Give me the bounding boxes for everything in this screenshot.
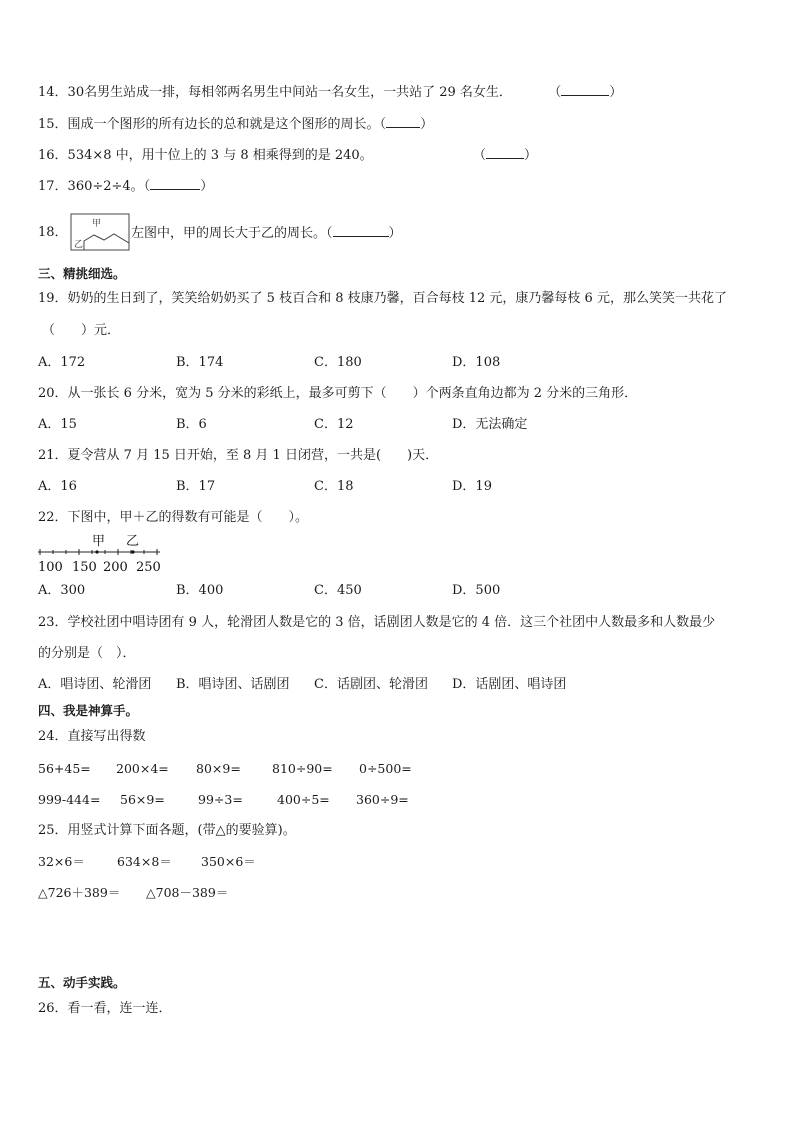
number-line xyxy=(36,531,164,575)
question-number: 14． xyxy=(38,85,68,100)
question-17: 17．360÷2÷4。（ ） xyxy=(38,179,214,194)
question-number: 21． xyxy=(38,448,68,463)
section-title-3: 三、精挑细选。 xyxy=(38,266,126,281)
option-c[interactable]: C．12 xyxy=(314,417,354,432)
mark-b-label: 乙 xyxy=(126,534,140,549)
calc-item: 0÷500= xyxy=(359,761,412,776)
figure-label-a: 甲 xyxy=(92,219,102,229)
question-22 xyxy=(38,509,308,527)
mark-a-label: 甲 xyxy=(92,534,106,549)
calc-item: △726＋389＝ xyxy=(38,885,121,900)
option-d[interactable]: D．话剧团、唱诗团 xyxy=(452,677,567,692)
question-text: 下图中，甲＋乙的得数有可能是（ ）。 xyxy=(67,510,309,525)
question-number: 19． xyxy=(38,291,68,306)
question-20 xyxy=(38,385,637,403)
calc-item: △708－389＝ xyxy=(146,885,229,900)
question-number: 24． xyxy=(38,729,68,744)
question-25 xyxy=(38,822,296,840)
option-a[interactable]: A．15 xyxy=(38,417,77,432)
question-text: 从一张长 6 分米，宽为 5 分米的彩纸上，最多可剪下（ ）个两条直角边都为 2 分米的三角形． xyxy=(67,386,638,401)
option-b[interactable]: B．400 xyxy=(176,583,224,598)
option-d[interactable]: D．无法确定 xyxy=(452,417,528,432)
answer-blank[interactable] xyxy=(561,83,609,96)
calc-item: 999-444= xyxy=(38,792,101,807)
calc-item: 56×9= xyxy=(120,792,165,807)
option-c[interactable]: C．180 xyxy=(314,355,362,370)
tick-label: 250 xyxy=(136,560,161,575)
calc-item: 350×6＝ xyxy=(201,854,256,869)
tick-label: 100 xyxy=(38,560,63,575)
calc-item: 634×8＝ xyxy=(117,854,172,869)
question-number: 23． xyxy=(38,615,68,630)
question-21 xyxy=(38,447,438,465)
option-a[interactable]: A．172 xyxy=(38,355,86,370)
option-a[interactable]: A．300 xyxy=(38,583,86,598)
answer-blank[interactable] xyxy=(333,224,389,237)
question-text: 直接写出得数 xyxy=(67,729,146,744)
answer-blank[interactable] xyxy=(150,177,200,190)
calc-item: 400÷5= xyxy=(277,792,330,807)
calc-item: 810÷90= xyxy=(272,761,333,776)
question-16: 16．534×8 中，用十位上的 3 与 8 相乘得到的是 240。 （ ） xyxy=(38,148,537,163)
question-number: 16． xyxy=(38,148,68,163)
question-text: 围成一个图形的所有边长的总和就是这个图形的周长。 xyxy=(67,117,380,132)
tick-label: 200 xyxy=(103,560,128,575)
perimeter-figure xyxy=(70,213,130,251)
question-19 xyxy=(38,290,727,308)
option-d[interactable]: D．500 xyxy=(452,583,501,598)
option-c[interactable]: C．450 xyxy=(314,583,362,598)
option-b[interactable]: B．唱诗团、话剧团 xyxy=(176,677,290,692)
question-14: 14．30名男生站成一排，每相邻两名男生中间站一名女生，一共站了 29 名女生． （ ） xyxy=(38,85,623,100)
question-23-line2: 的分别是（ ）． xyxy=(38,646,136,661)
option-b[interactable]: B．174 xyxy=(176,355,224,370)
answer-blank[interactable] xyxy=(486,146,524,159)
calc-item: 32×6＝ xyxy=(38,854,85,869)
option-c[interactable]: C．18 xyxy=(314,479,354,494)
question-number: 25． xyxy=(38,823,68,838)
question-number: 22． xyxy=(38,510,68,525)
question-text: 夏令营从 7 月 15 日开始，至 8 月 1 日闭营，一共是( )天． xyxy=(67,448,439,463)
section-title-5: 五、动手实践。 xyxy=(38,975,126,990)
question-text: 左图中，甲的周长大于乙的周长。 xyxy=(131,226,327,241)
question-number: 20． xyxy=(38,386,68,401)
question-26 xyxy=(38,1000,172,1018)
question-18 xyxy=(38,224,68,242)
question-15: 15．围成一个图形的所有边长的总和就是这个图形的周长。（ ） xyxy=(38,117,434,132)
question-text: 360÷2÷4。 xyxy=(67,179,144,194)
question-text: 学校社团中唱诗团有 9 人，轮滑团人数是它的 3 倍，话剧团人数是它的 4 倍．这三个社团中人数最多和人数最少 xyxy=(67,615,716,630)
point-b xyxy=(131,550,134,553)
question-23 xyxy=(38,614,715,632)
answer-blank[interactable] xyxy=(386,115,420,128)
calc-item: 99÷3= xyxy=(198,792,243,807)
question-24 xyxy=(38,728,146,746)
question-text: 看一看，连一连． xyxy=(67,1001,172,1016)
question-text: 534×8 中，用十位上的 3 与 8 相乘得到的是 240。 xyxy=(67,148,373,163)
question-text: 奶奶的生日到了，笑笑给奶奶买了 5 枝百合和 8 枝康乃馨，百合每枝 12 元，康乃馨每枝 6 元，那么笑笑一共花了 xyxy=(67,291,727,306)
calc-item: 360÷9= xyxy=(356,792,409,807)
section-title-4: 四、我是神算手。 xyxy=(38,703,139,718)
point-a xyxy=(95,550,98,553)
question-19-line2: （ ）元． xyxy=(42,323,121,338)
option-b[interactable]: B．6 xyxy=(176,417,207,432)
tick-label: 150 xyxy=(72,560,97,575)
option-c[interactable]: C．话剧团、轮滑团 xyxy=(314,677,428,692)
figure-label-b: 乙 xyxy=(74,240,84,250)
question-number: 17． xyxy=(38,179,68,194)
option-a[interactable]: A．16 xyxy=(38,479,77,494)
question-text: 用竖式计算下面各题，(带△的要验算)。 xyxy=(67,823,296,838)
option-d[interactable]: D．19 xyxy=(452,479,492,494)
question-number: 18． xyxy=(38,225,68,240)
option-d[interactable]: D．108 xyxy=(452,355,501,370)
question-number: 26． xyxy=(38,1001,68,1016)
question-18-text: 左图中，甲的周长大于乙的周长。（ ） xyxy=(131,226,402,241)
question-text: 30名男生站成一排，每相邻两名男生中间站一名女生，一共站了 29 名女生． xyxy=(67,85,512,100)
option-b[interactable]: B．17 xyxy=(176,479,216,494)
calc-item: 200×4= xyxy=(116,761,169,776)
calc-item: 80×9= xyxy=(196,761,241,776)
calc-item: 56+45= xyxy=(38,761,91,776)
option-a[interactable]: A．唱诗团、轮滑团 xyxy=(38,677,152,692)
question-number: 15． xyxy=(38,117,68,132)
